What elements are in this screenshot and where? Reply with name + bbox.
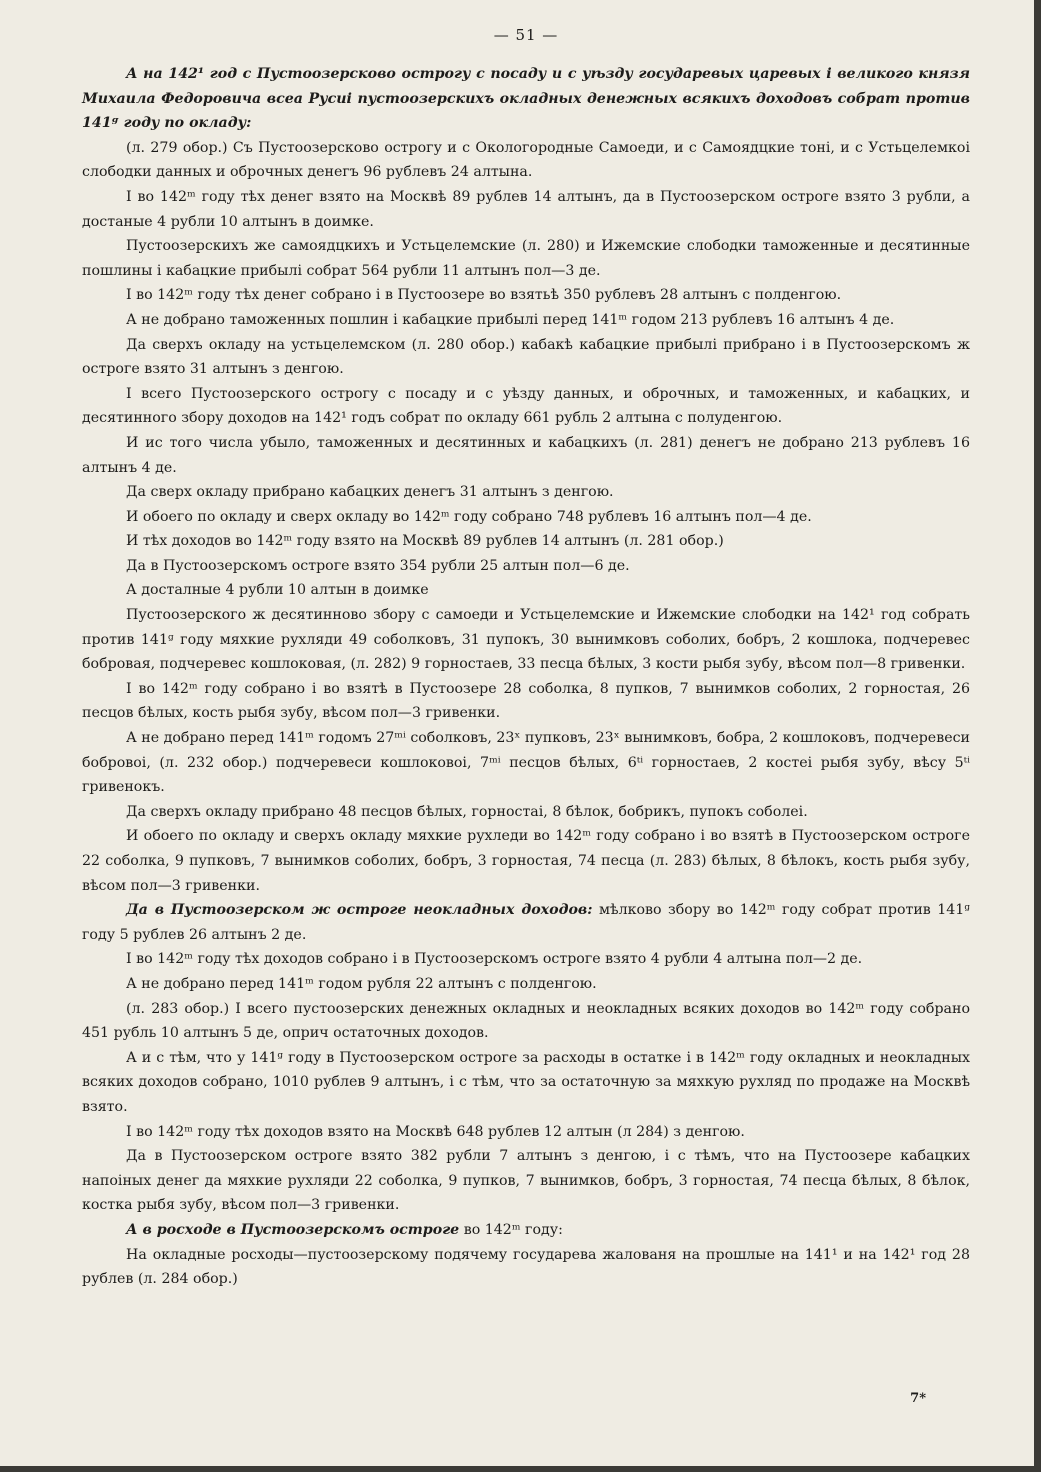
- paragraph: Да сверхъ окладу на устьцелемском (л. 280 обор.) кабакѣ кабацкие прибылі прибрано і в Пустоозерскомъ ж остроге взято 31 алтынъ з денгою.: [82, 336, 970, 378]
- paragraph: I всего Пустоозерского острогу с посаду и с уѣзду данных, и оброчных, и таможенных, и кабацких, и десятинного збору доходов на 142¹ годъ собрат по окладу 661 рубль 2 алтына с полуденгою.: [82, 385, 970, 427]
- paragraph: Да в Пустоозерскомъ остроге взято 354 рубли 25 алтын пол—6 де.: [126, 557, 630, 574]
- paragraph: И ис того числа убыло, таможенных и десятинных и кабацкихъ (л. 281) денегъ не добрано 213 рублевъ 16 алтынъ 4 де.: [82, 434, 970, 476]
- paragraph: (л. 283 обор.) I всего пустоозерских денежных окладных и неокладных всяких доходов во 142ᵐ году собрано 451 рубль 10 алтынъ 5 де, оприч остаточных доходов.: [82, 1000, 970, 1042]
- signature-mark: 7*: [910, 1391, 926, 1406]
- paragraph-text: во 142ᵐ году:: [459, 1221, 563, 1238]
- paragraph: А и с тѣм, что у 141ᵍ году в Пустоозерском остроге за расходы в остатке і в 142ᵐ году окладных и неокладных всяких доходов собрано, 1010 рублев 9 алтынъ, і с тѣм, что за остаточную за мяхкую рухляд по продаже на Москвѣ взято.: [82, 1049, 970, 1115]
- paragraph: I во 142ᵐ году тѣх денег собрано і в Пустоозере во взятьѣ 350 рублевъ 28 алтынъ с полденгою.: [126, 287, 842, 304]
- paragraph: И тѣх доходов во 142ᵐ году взято на Москвѣ 89 рублев 14 алтынъ (л. 281 обор.): [126, 533, 724, 550]
- paragraph: Пустоозерскихъ же самоядцкихъ и Устьцелемские (л. 280) и Ижемские слободки таможенные и десятинные пошлины і кабацкие прибылі собрат 564 рубли 11 алтынъ пол—3 де.: [82, 238, 970, 279]
- paragraph: Да сверхъ окладу прибрано 48 песцов бѣлых, горностаі, 8 бѣлок, бобрикъ, пупокъ соболеі.: [126, 803, 808, 820]
- paragraph: И обоего по окладу и сверхъ окладу мяхкие рухледи во 142ᵐ году собрано і во взятѣ в Пустоозерском остроге 22 соболка, 9 пупковъ, 7 вынимков соболих, бобръ, 3 горностая, 74 песца (л. 283) бѣлых, 8 бѣлокъ, кость рыбя зубу, вѣсом пол—3 гривенки.: [82, 828, 970, 894]
- paragraph: А на 142¹ год с Пустоозерсково острогу с посаду и с уѣзду государевых царевых і великого князя Михаила Федоровича всеа Русиі пустоозерскихъ окладных денежных всякихъ доходовъ собрат против 141ᵍ году по окладу:: [82, 66, 970, 132]
- paragraph: I во 142ᵐ году тѣх доходов собрано і в Пустоозерскомъ остроге взято 4 рубли 4 алтына пол—2 де.: [126, 951, 863, 968]
- paragraph: I во 142ᵐ году собрано і во взятѣ в Пустоозере 28 соболка, 8 пупков, 7 вынимков соболих, 2 горностая, 26 песцов бѣлых, кость рыбя зубу, вѣсом пол—3 гривенки.: [82, 680, 970, 722]
- document-body: [82, 62, 970, 1292]
- paragraph: I во 142ᵐ году тѣх денег взято на Москвѣ 89 рублев 14 алтынъ, да в Пустоозерском остроге взято 3 рубли, а достаные 4 рубли 10 алтынъ в доимке.: [82, 188, 970, 230]
- paragraph: На окладные росходы—пустоозерскому подячему государева жалованя на прошлые на 141¹ и на 142¹ год 28 рублев (л. 284 обор.): [82, 1246, 970, 1288]
- paragraph: И обоего по окладу и сверх окладу во 142ᵐ году собрано 748 рублевъ 16 алтынъ пол—4 де.: [126, 508, 812, 525]
- paragraph: [82, 1218, 970, 1243]
- paragraph: Да в Пустоозерском остроге взято 382 рубли 7 алтынъ з денгою, і с тѣмъ, что на Пустоозере кабацких напоіных денег да мяхкие рухляди 22 соболка, 9 пупков, 7 вынимков, бобръ, 3 горностая, 74 песца бѣлых, 8 бѣлок, костка рыбя зубу, вѣсом пол—3 гривенки.: [82, 1148, 970, 1214]
- section-heading: А в росходе в Пустоозерскомъ остроге: [126, 1221, 460, 1238]
- page-number: — 51 —: [493, 26, 559, 44]
- paragraph: Да сверх окладу прибрано кабацких денегъ 31 алтынъ з денгою.: [126, 484, 614, 501]
- paragraph: А не добрано таможенных пошлин і кабацкие прибылі перед 141ᵐ годом 213 рублевъ 16 алтынъ 4 де.: [126, 311, 895, 328]
- paragraph: А не добрано перед 141ᵐ годом рубля 22 алтынъ с полденгою.: [126, 975, 597, 992]
- paragraph-text: мѣлково збору во 142ᵐ году собрат против 141ᵍ году 5 рублев 26 алтынъ 2 де.: [82, 902, 971, 943]
- paragraph: Пустоозерского ж десятинново збору с самоеди и Устьцелемские и Ижемские слободки на 142¹ год собрать против 141ᵍ году мяхкие рухляди 49 соболковъ, 31 пупокъ, 30 вынимковъ соболих, бобръ, 2 кошлока, подчеревеc бобровая, подчеревеc кошлоковая, (л. 282) 9 горностаев, 33 песца бѣлых, 3 кости рыбя зубу, вѣсом пол—8 гривенки.: [82, 607, 970, 673]
- paragraph: [82, 898, 970, 947]
- paragraph: А досталные 4 рубли 10 алтын в доимке: [126, 582, 429, 599]
- paragraph: (л. 279 обор.) Съ Пустоозерсково острогу и с Окологородные Самоеди, и с Самоядцкие тоні, и с Устьцелемкоі слободки данных и оброчных денегъ 96 рублевъ 24 алтына.: [82, 139, 970, 181]
- section-heading: Да в Пустоозерском ж остроге неокладных доходов:: [126, 902, 593, 919]
- paragraph: А не добрано перед 141ᵐ годомъ 27ᵐⁱ соболковъ, 23ˣ пупковъ, 23ˣ вынимковъ, бобра, 2 кошлоковъ, подчеревеси бобровоі, (л. 232 обор.) подчеревеси кошлоковоі, 7ᵐⁱ песцов бѣлых, 6ᵗⁱ горностаев, 2 костеі рыбя зубу, вѣсу 5ᵗⁱ гривенокъ.: [82, 730, 970, 796]
- paragraph: I во 142ᵐ году тѣх доходов взято на Москвѣ 648 рублев 12 алтын (л 284) з денгою.: [126, 1123, 745, 1140]
